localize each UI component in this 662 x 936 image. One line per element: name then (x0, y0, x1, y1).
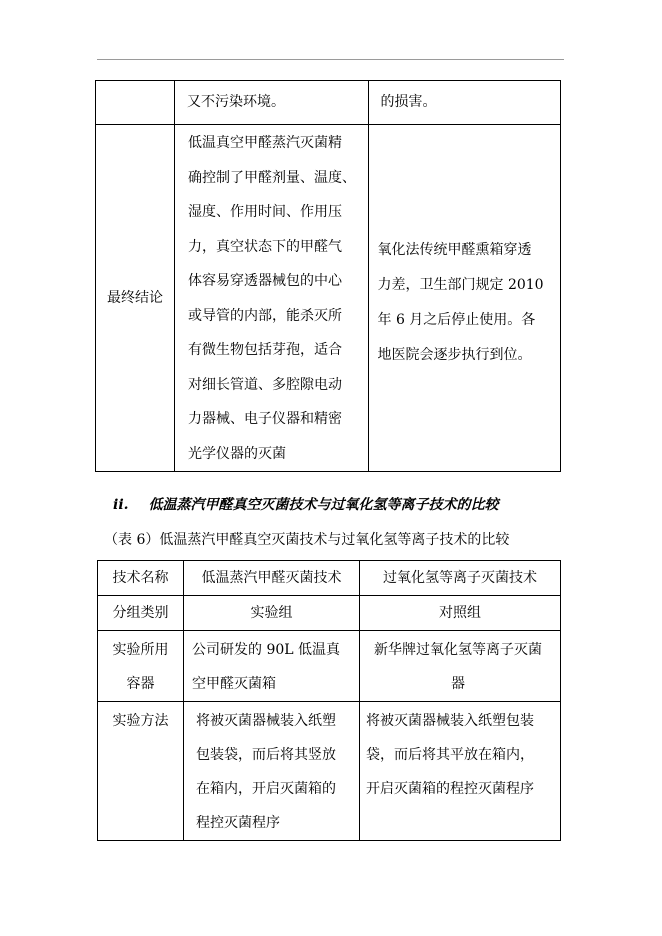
comparison-table-continued (95, 80, 561, 472)
cell-text: 氧化法传统甲醛熏箱穿透 力差，卫生部门规定 2010 年 6 月之后停止使用。各 地医院会逐步执行到位。 (377, 242, 544, 363)
cell-text: 将被灭菌器械装入纸塑包装 袋，而后将其平放在箱内， 开启灭菌箱的程控灭菌程序 (366, 713, 534, 797)
cell-text: 对照组 (439, 605, 481, 621)
cell-text: 实验方法 (112, 713, 169, 729)
section-title: 低温蒸汽甲醛真空灭菌技术与过氧化氢等离子技术的比较 (148, 497, 499, 513)
cell-text: 低温真空甲醛蒸汽灭菌精 确控制了甲醛剂量、温度、 湿度、作用时间、作用压 力，真空状态下的甲醛气 体容易穿透器械包的中心 或导管的内部，能杀灭所 有微生物包括芽孢，适合 对细长管道、多腔隙电动 力器械、电子仪器和精密 光学仪器的灭菌 (188, 135, 357, 462)
table-row (98, 702, 561, 841)
table-row (96, 125, 561, 472)
table-cell (184, 631, 360, 702)
table-cell (368, 81, 561, 125)
table-cell (184, 596, 360, 631)
cell-text: 的损害。 (380, 94, 437, 110)
table-cell (98, 561, 184, 596)
page-header-rule (97, 59, 564, 60)
table-cell (175, 81, 368, 125)
table-cell (360, 596, 561, 631)
cell-text: 实验所用 容器 (112, 642, 169, 692)
table-cell (98, 702, 184, 841)
table-cell (175, 125, 368, 472)
cell-text: 新华牌过氧化氢等离子灭菌 器 (374, 642, 542, 692)
table-cell (360, 561, 561, 596)
table-cell (184, 702, 360, 841)
table-cell (98, 596, 184, 631)
cell-text: 实验组 (250, 605, 293, 621)
table-cell (98, 631, 184, 702)
table-cell (360, 702, 561, 841)
header-cell: 低温蒸汽甲醛灭菌技术 (201, 570, 342, 586)
table-cell (184, 561, 360, 596)
header-cell: 技术名称 (112, 570, 169, 586)
table-row (98, 631, 561, 702)
table-row (98, 561, 561, 596)
cell-text: 公司研发的 90L 低温真 空甲醛灭菌箱 (192, 642, 341, 692)
table-cell (368, 125, 561, 472)
cell-text: 分组类别 (112, 605, 169, 621)
table-cell (96, 125, 175, 472)
cell-text: 又不污染环境。 (187, 94, 286, 110)
table-row (98, 596, 561, 631)
table-cell (96, 81, 175, 125)
cell-text: 将被灭菌器械装入纸塑 包装袋，而后将其竖放 在箱内，开启灭菌箱的 程控灭菌程序 (196, 713, 336, 831)
table-row (96, 81, 561, 125)
header-cell: 过氧化氢等离子灭菌技术 (383, 570, 537, 586)
section-heading (113, 494, 499, 514)
table-caption: （表 6）低温蒸汽甲醛真空灭菌技术与过氧化氢等离子技术的比较 (104, 532, 510, 548)
row-label-final-conclusion: 最终结论 (107, 290, 163, 306)
table-cell (360, 631, 561, 702)
comparison-table-6 (97, 560, 561, 841)
section-number: ii. (113, 497, 129, 513)
